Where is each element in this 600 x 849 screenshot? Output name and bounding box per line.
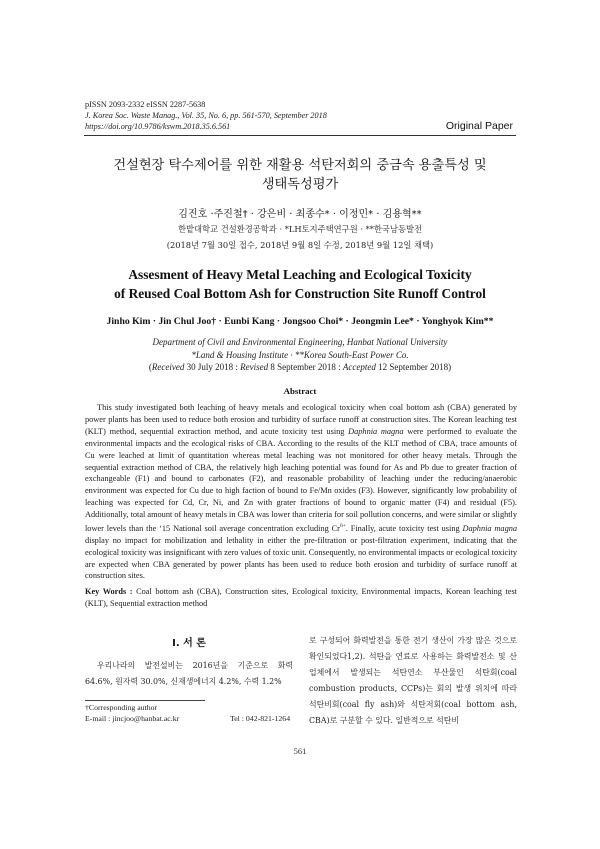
author-email[interactable]: E-mail : jincjoo@hanbat.ac.kr bbox=[85, 713, 180, 723]
english-authors: Jinho Kim · Jin Chul Joo† · Eunbi Kang · Jongsoo Choi* · Jeongmin Lee* · Yonghyok Kim** bbox=[106, 316, 494, 327]
keywords-label: Key Words : bbox=[85, 587, 133, 596]
received-label: Received bbox=[151, 362, 185, 372]
page-number: 561 bbox=[293, 746, 307, 756]
journal-citation: J. Korea Soc. Waste Manag., Vol. 35, No. 6, pp. 561-570, September 2018 bbox=[85, 111, 327, 120]
header-divider bbox=[84, 135, 516, 136]
english-title-line2: of Reused Coal Bottom Ash for Construction Site Runoff Control bbox=[114, 285, 486, 301]
author-tel: Tel : 042-821-1264 bbox=[230, 713, 291, 723]
keywords-text: Coal bottom ash (CBA), Construction sites, Ecological toxicity, Environmental impacts, Korean leaching test (KLT), Sequential extraction method bbox=[85, 587, 517, 608]
doi-link[interactable]: https://doi.org/10.9786/kswm.2018.35.6.561 bbox=[85, 122, 231, 131]
footnote bbox=[85, 703, 293, 724]
footnote-divider bbox=[85, 700, 205, 701]
abstract-body bbox=[85, 402, 517, 582]
abstract-text-3: . Finally, acute toxicity test using bbox=[345, 523, 463, 533]
abstract-heading: Abstract bbox=[283, 386, 317, 396]
revised-label: Revised bbox=[240, 362, 269, 372]
korean-authors: 김진호 ·주진철† · 강은비 · 최종수* · 이정민* · 김용혁** bbox=[178, 209, 422, 220]
species-name-2: Daphnia magna bbox=[462, 523, 518, 533]
revised-date: 8 September 2018 : bbox=[268, 362, 343, 372]
korean-title-line1: 건설현장 탁수제어를 위한 재활용 석탄저회의 중금속 용출특성 및 bbox=[113, 158, 487, 173]
korean-title-line2: 생태독성평가 bbox=[261, 176, 339, 192]
body-right-column: 로 구성되어 화력발전을 통한 전기 생산이 가장 많은 것으로 확인되었다1,2). 석탄을 연료로 사용하는 화력발전소 및 산업체에서 발생되는 석탄연소 부산물인 석탄회(coal combustion products, CCPs)는 회의 발생 위치에 따라 석탄비회(coal fly ash)와 석탄저회(coal bottom ash, CBA)로 구분할 수 있다. 일반적으로 석탄비 bbox=[309, 636, 517, 725]
english-affiliations bbox=[60, 336, 540, 361]
abstract-text-1: This study investigated both leaching of heavy metals and ecological toxicity when coal bottom ash (CBA) generated by power plants has been used to reduce both erosion and turbidity of surface runoff at construction sites. The Korean leaching test (KLT) method, sequential extraction method, and acute toxicity test using bbox=[85, 403, 517, 436]
affiliation-line2: *Land & Housing Institute · **Korea South-East Power Co. bbox=[191, 349, 409, 360]
accepted-date: 12 September 2018) bbox=[375, 362, 452, 372]
english-title bbox=[60, 266, 540, 303]
english-title-line1: Assesment of Heavy Metal Leaching and Ecological Toxicity bbox=[128, 267, 472, 282]
article-type-label: Original Paper bbox=[445, 120, 513, 132]
korean-affiliations: 한밭대학교 건설환경공학과 · *LH토지주택연구원 · **한국남동발전 bbox=[177, 224, 423, 234]
abstract-text-4: display no impact for mobilization and lethality in either the pre-filtration or post-filtration experiment, indicating that the ecological toxicity was insignificant with zero values of toxic unit. Consequently, no environmental impacts or ecological toxicity are expected when CBA generated by power plants has been used to reduce both erosion and turbidity of surface runoff at construction sites. bbox=[85, 535, 517, 581]
body-left-column: 우리나라의 발전설비는 2016년을 기준으로 화력 64.6%, 원자력 30.0%, 신재생에너지 4.2%, 수력 1.2% bbox=[85, 661, 293, 686]
journal-metadata bbox=[85, 99, 327, 132]
received-date: 30 July 2018 : bbox=[184, 362, 241, 372]
english-dates: (Received 30 July 2018 : Revised 8 September 2018 : Accepted 12 September 2018) bbox=[148, 362, 452, 372]
issn-line: pISSN 2093-2332 eISSN 2287-5638 bbox=[85, 100, 206, 109]
korean-title bbox=[60, 157, 540, 194]
section-heading: I. 서 론 bbox=[172, 638, 206, 649]
species-name-1: Daphnia magna bbox=[348, 426, 404, 436]
chromium-superscript: 6+ bbox=[339, 523, 346, 530]
affiliation-line1: Department of Civil and Environmental Engineering, Hanbat National University bbox=[152, 337, 448, 347]
korean-dates: (2018년 7월 30일 접수, 2018년 9월 8일 수정, 2018년 9월 12일 채택) bbox=[166, 240, 434, 250]
keywords bbox=[85, 586, 517, 610]
accepted-label: Accepted bbox=[342, 362, 376, 372]
abstract-text-2: were performed to evaluate the environmental impacts and the ecological risks of CBA. According to the results of the KLT method of CBA, trace amounts of Cu were leached at limit of quantitation whereas metal leaching was not monitored for other heavy metals. Through the sequential extraction method of CBA, the relatively high leaching potential was found for As and Pb due to greater fraction of exchangeable (F1) and bound to carbonates (F2), and reasonable probability of leaching under the reducing/anaerobic environment was expected for Cu due to high faction of bound to Fe/Mn oxides (F3). However, significantly low probability of leaching was expected for Cd, Cr, Ni, and Zn with grater fractions of bound to organic matter (F4) and residual (F5). Additionally, total amount of heavy metals in CBA was lower than criteria for soil pollution concerns, and were similar or slightly lower levels than the ‘15 National soil average concentration excluding Cr bbox=[85, 426, 517, 533]
corresponding-author: †Corresponding author bbox=[85, 703, 158, 712]
